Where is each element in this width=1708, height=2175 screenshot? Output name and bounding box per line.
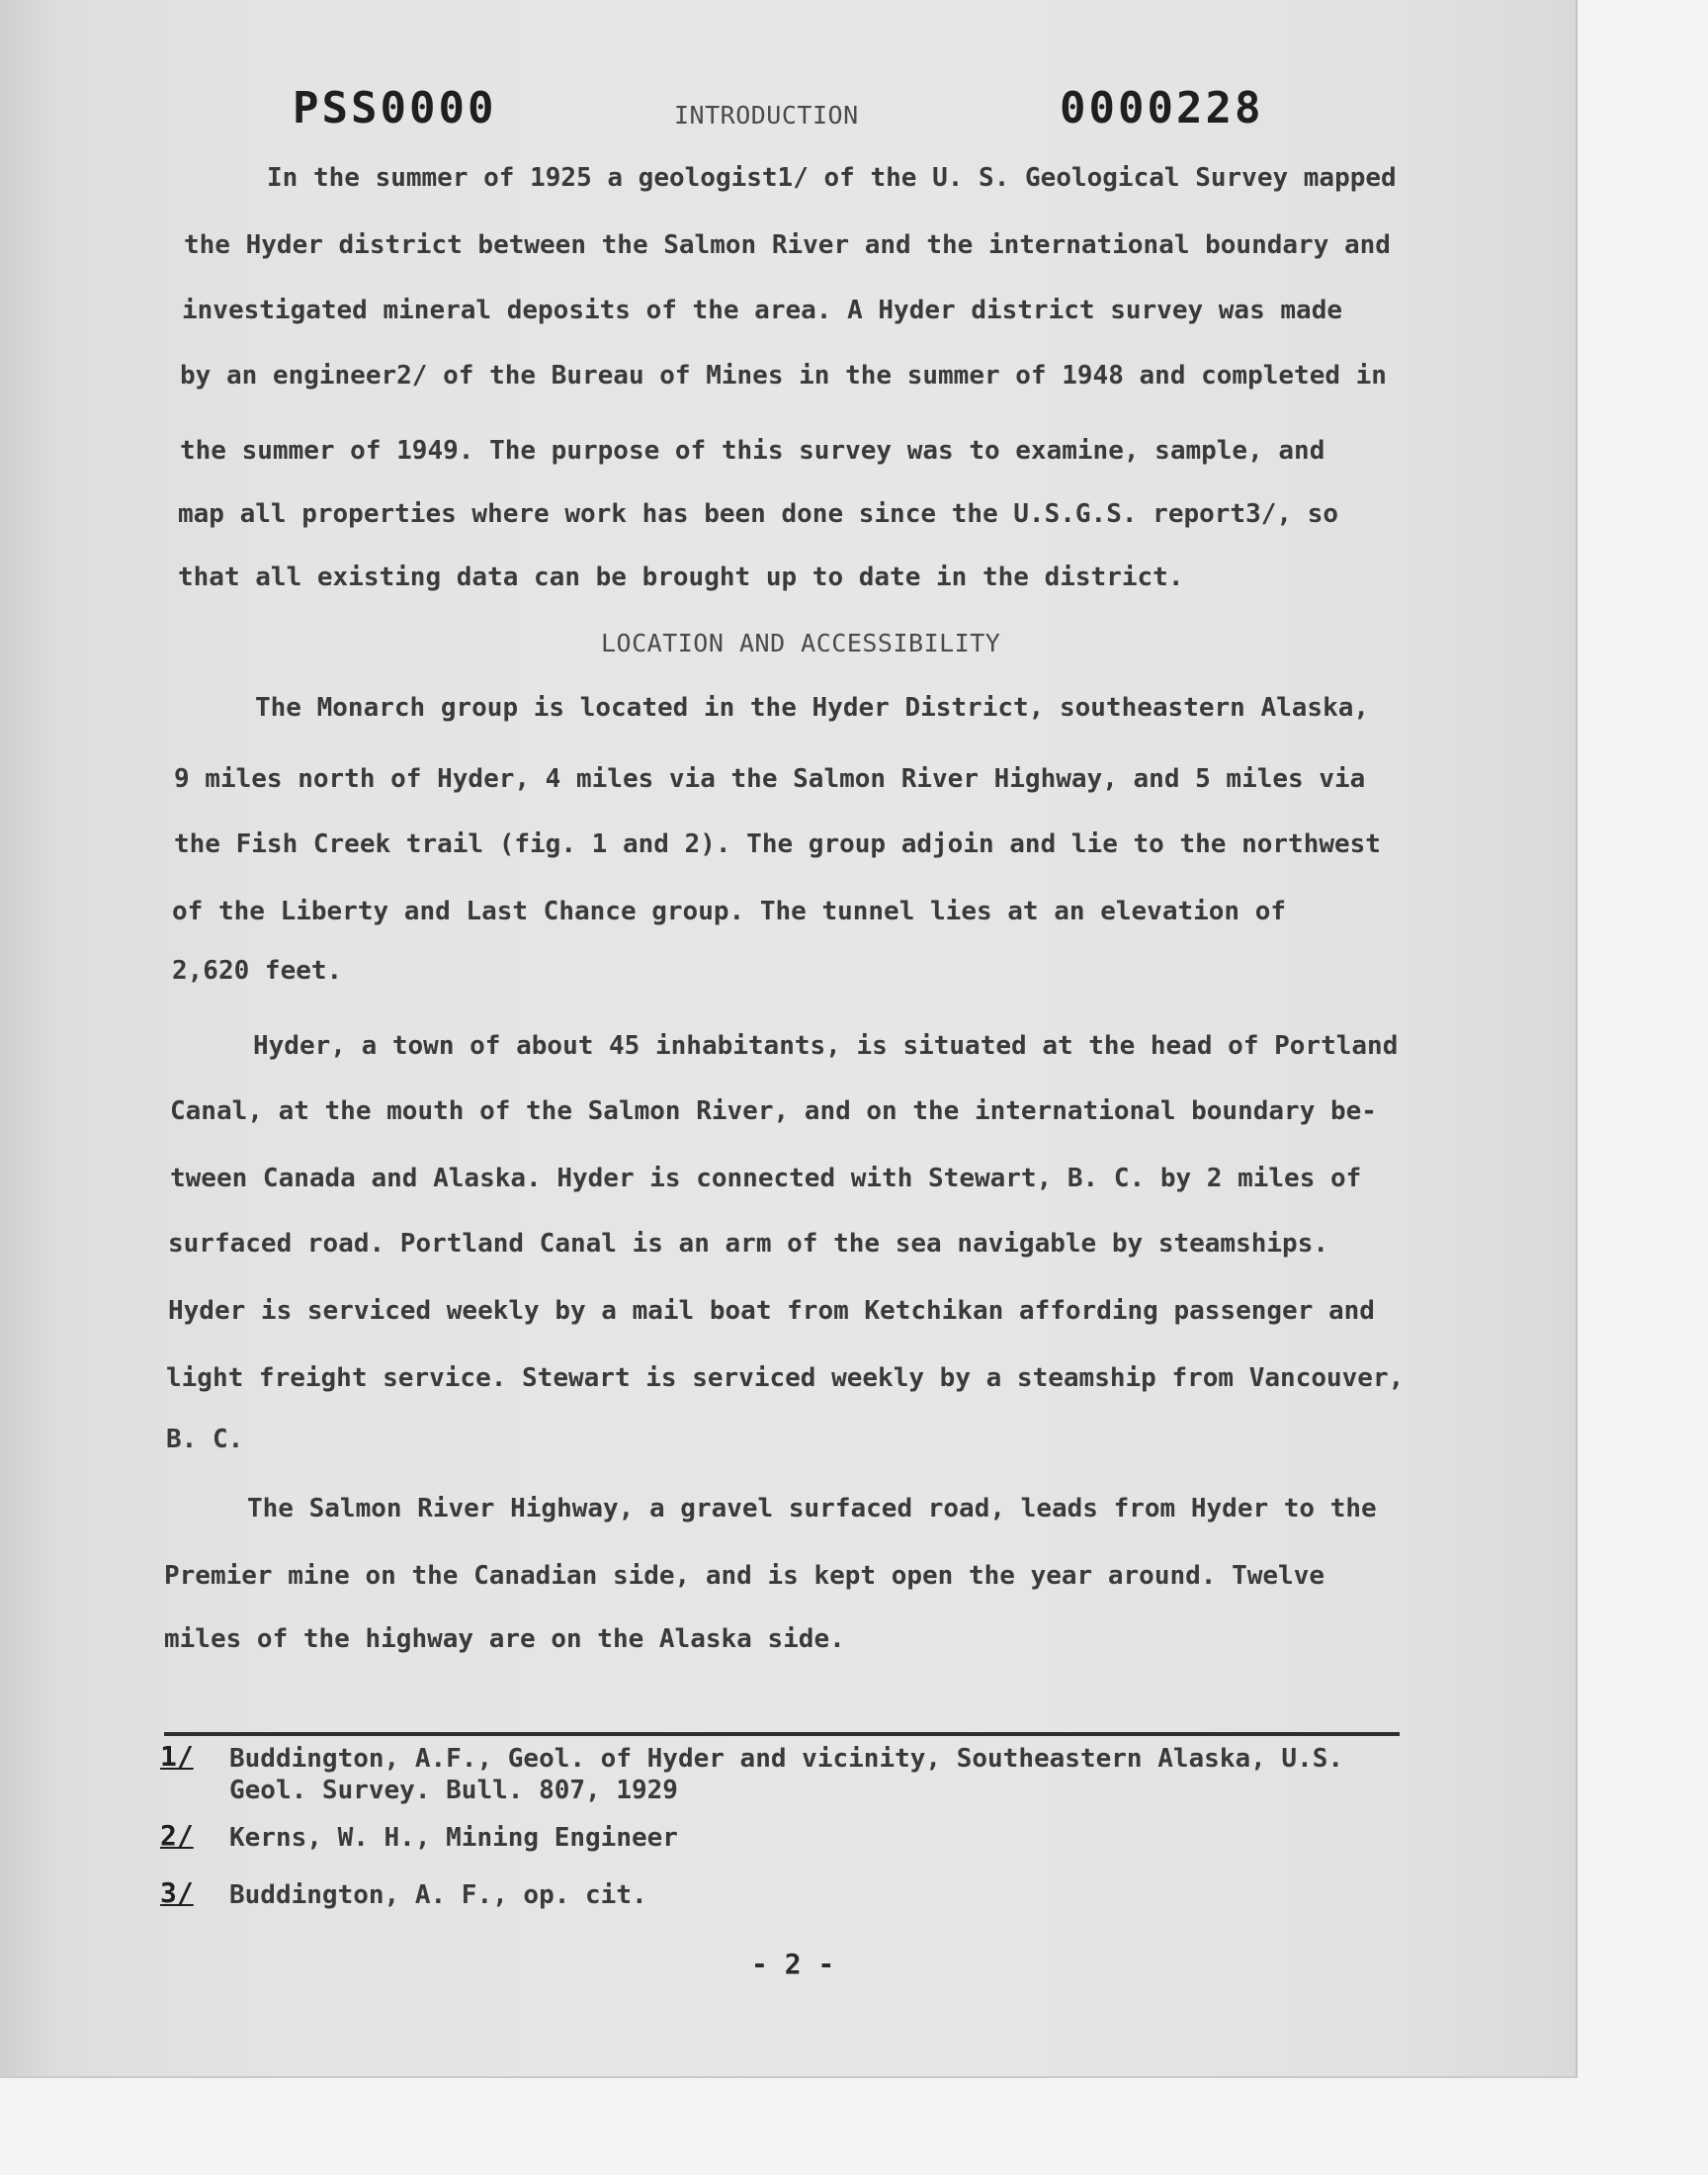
introduction-line: In the summer of 1925 a geologist1/ of the U. S. Geological Survey mapped bbox=[267, 163, 1397, 193]
footnote-text: Buddington, A. F., op. cit. bbox=[229, 1880, 647, 1910]
location-paragraph-line: The Monarch group is located in the Hyder District, southeastern Alaska, bbox=[255, 693, 1370, 723]
introduction-line: the summer of 1949. The purpose of this survey was to examine, sample, and bbox=[180, 436, 1325, 466]
location-paragraph-line: Hyder, a town of about 45 inhabitants, is situated at the head of Portland bbox=[253, 1031, 1399, 1061]
page-number: - 2 - bbox=[751, 1948, 835, 1980]
introduction-line: the Hyder district between the Salmon River and the international boundary and bbox=[184, 230, 1391, 260]
footnote-mark: 1/ bbox=[160, 1740, 194, 1773]
location-paragraph-line: Canal, at the mouth of the Salmon River, and on the international boundary be- bbox=[170, 1096, 1377, 1126]
location-paragraph-line: The Salmon River Highway, a gravel surfaced road, leads from Hyder to the bbox=[247, 1494, 1377, 1523]
location-paragraph-line: light freight service. Stewart is serviced weekly by a steamship from Vancouver, bbox=[166, 1363, 1405, 1393]
location-paragraph-line: 9 miles north of Hyder, 4 miles via the Salmon River Highway, and 5 miles via bbox=[174, 764, 1366, 794]
location-paragraph-line: Premier mine on the Canadian side, and is kept open the year around. Twelve bbox=[164, 1561, 1324, 1591]
introduction-heading: INTRODUCTION bbox=[674, 101, 859, 130]
introduction-line: map all properties where work has been done since the U.S.G.S. report3/, so bbox=[178, 499, 1338, 529]
location-paragraph-line: B. C. bbox=[166, 1425, 244, 1454]
location-paragraph-line: miles of the highway are on the Alaska side. bbox=[164, 1624, 845, 1654]
document-id-right: 0000228 bbox=[1060, 83, 1264, 133]
location-paragraph-line: surfaced road. Portland Canal is an arm of the sea navigable by steamships. bbox=[168, 1229, 1328, 1259]
introduction-line: investigated mineral deposits of the area. A Hyder district survey was made bbox=[182, 296, 1342, 325]
location-paragraph-line: 2,620 feet. bbox=[172, 956, 343, 986]
footnote-text: Kerns, W. H., Mining Engineer bbox=[229, 1823, 678, 1853]
document-id-left: PSS0000 bbox=[293, 83, 497, 133]
location-paragraph-line: tween Canada and Alaska. Hyder is connected with Stewart, B. C. by 2 miles of bbox=[170, 1164, 1362, 1193]
location-paragraph-line: of the Liberty and Last Chance group. The tunnel lies at an elevation of bbox=[172, 897, 1287, 926]
location-heading: LOCATION AND ACCESSIBILITY bbox=[601, 629, 1001, 657]
footnote-mark: 2/ bbox=[160, 1819, 194, 1852]
location-paragraph-line: Hyder is serviced weekly by a mail boat from Ketchikan affording passenger and bbox=[168, 1296, 1375, 1326]
introduction-line: that all existing data can be brought up to date in the district. bbox=[178, 563, 1184, 592]
footnote-mark: 3/ bbox=[160, 1876, 194, 1909]
footnote-divider bbox=[164, 1732, 1400, 1736]
footnote-text: Geol. Survey. Bull. 807, 1929 bbox=[229, 1776, 678, 1805]
location-paragraph-line: the Fish Creek trail (fig. 1 and 2). The group adjoin and lie to the northwest bbox=[174, 829, 1381, 859]
footnote-text: Buddington, A.F., Geol. of Hyder and vicinity, Southeastern Alaska, U.S. bbox=[229, 1744, 1344, 1774]
introduction-line: by an engineer2/ of the Bureau of Mines in the summer of 1948 and completed in bbox=[180, 361, 1387, 391]
